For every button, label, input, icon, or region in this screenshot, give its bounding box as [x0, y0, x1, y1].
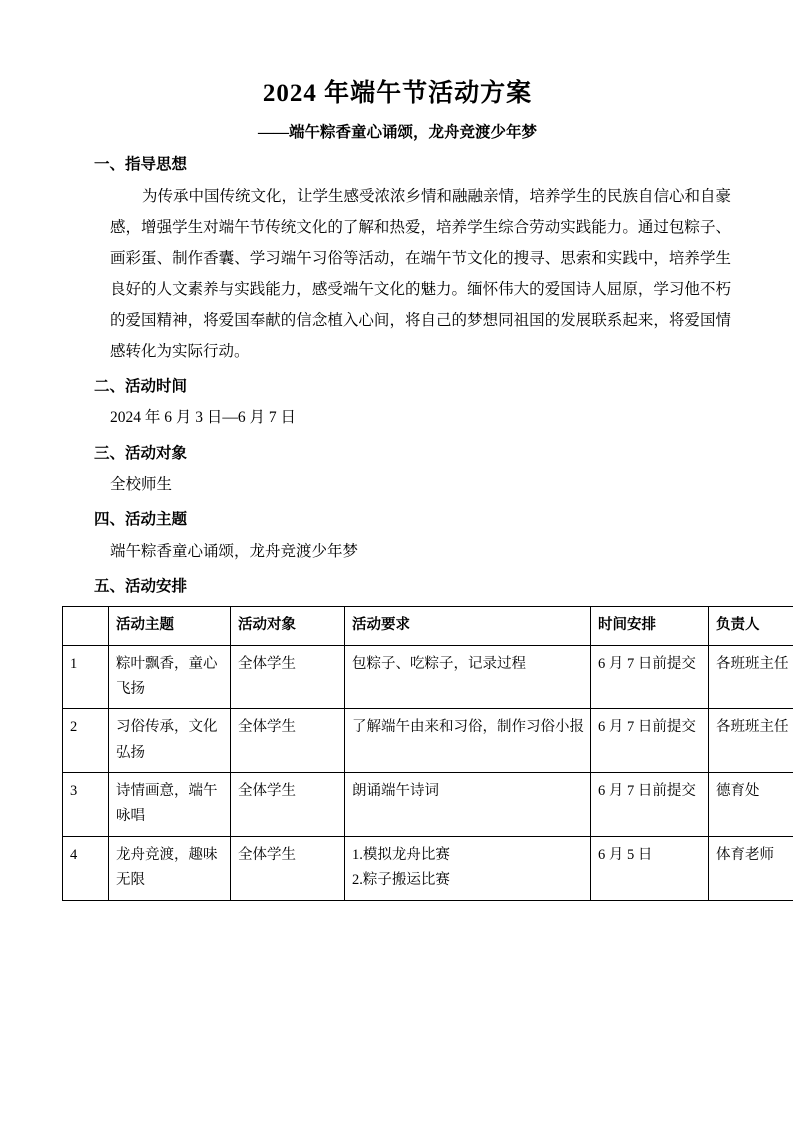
cell-owner: 各班班主任 [709, 645, 793, 709]
table-header [63, 607, 793, 645]
requirement-line: 包粽子、吃粽子，记录过程 [352, 655, 526, 672]
cell-theme: 习俗传承，文化弘扬 [109, 709, 231, 773]
cell-index: 1 [63, 645, 109, 709]
requirement-line: 2.粽子搬运比赛 [352, 872, 450, 889]
cell-theme: 粽叶飘香，童心飞扬 [109, 645, 231, 709]
section-paragraph-4: 端午粽香童心诵颂，龙舟竞渡少年梦 [110, 542, 359, 560]
header-time: 时间安排 [591, 607, 709, 645]
section-paragraph-3: 全校师生 [110, 476, 173, 493]
cell-requirement [345, 836, 591, 900]
table-body [63, 645, 793, 900]
cell-object: 全体学生 [231, 773, 345, 837]
header-requirement: 活动要求 [345, 607, 591, 645]
cell-time: 6 月 7 日前提交 [591, 709, 709, 773]
cell-object: 全体学生 [231, 836, 345, 900]
requirement-line: 1.模拟龙舟比赛 [352, 846, 450, 863]
header-index [63, 607, 109, 645]
cell-requirement [345, 645, 591, 709]
cell-theme: 龙舟竞渡，趣味无限 [109, 836, 231, 900]
cell-theme: 诗情画意，端午咏唱 [109, 773, 231, 837]
cell-time: 6 月 7 日前提交 [591, 645, 709, 709]
cell-time: 6 月 5 日 [591, 836, 709, 900]
cell-index: 4 [63, 836, 109, 900]
table-row [63, 645, 793, 709]
activity-schedule-table [62, 606, 793, 900]
table-row [63, 709, 793, 773]
header-object: 活动对象 [231, 607, 345, 645]
table-header-row [63, 607, 793, 645]
cell-owner: 各班班主任 [709, 709, 793, 773]
requirement-line: 朗诵端午诗词 [352, 783, 439, 799]
table-row [63, 836, 793, 900]
cell-requirement [345, 773, 591, 837]
page-subtitle: ——端午粽香童心诵颂，龙舟竞渡少年梦 [257, 123, 537, 141]
section-heading-4: 四、活动主题 [94, 511, 188, 529]
cell-requirement [345, 709, 591, 773]
section-heading-1: 一、指导思想 [94, 155, 188, 173]
requirement-line: 了解端午由来和习俗，制作习俗小报 [352, 719, 584, 736]
section-paragraph-2: 2024 年 6 月 3 日—6 月 7 日 [110, 409, 297, 427]
page-title: 2024 年端午节活动方案 [262, 80, 533, 107]
section-heading-2: 二、活动时间 [94, 378, 188, 396]
section-paragraph-1: 为传承中国传统文化，让学生感受浓浓乡情和融融亲情，培养学生的民族自信心和自豪感，增强学生对端午节传统文化的了解和热爱，培养学生综合劳动实践能力。通过包粽子、画彩蛋、制作香囊、学习端午习俗等活动，在端午节文化的搜寻、思索和实践中，培养学生良好的人文素养与实践能力，感受端午文化的魅力。缅怀伟大的爱国诗人屈原，学习他不朽的爱国精神，将爱国奉献的信念植入心间，将自己的梦想同祖国的发展联系起来，将爱国情感转化为实际行动。 [110, 188, 732, 361]
header-theme: 活动主题 [109, 607, 231, 645]
table-row [63, 773, 793, 837]
cell-time: 6 月 7 日前提交 [591, 773, 709, 837]
cell-object: 全体学生 [231, 709, 345, 773]
cell-owner: 体育老师 [709, 836, 793, 900]
header-owner: 负责人 [709, 607, 793, 645]
section-heading-3: 三、活动对象 [94, 444, 188, 462]
cell-index: 2 [63, 709, 109, 773]
cell-object: 全体学生 [231, 645, 345, 709]
section-heading-5: 五、活动安排 [94, 577, 188, 595]
cell-owner: 德育处 [709, 773, 793, 837]
cell-index: 3 [63, 773, 109, 837]
